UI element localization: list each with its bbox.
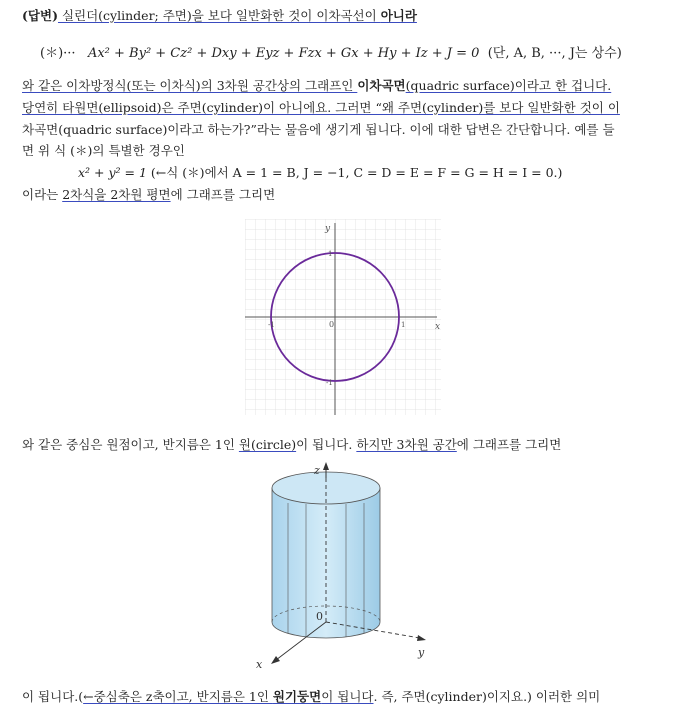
para2-text-a: 이라는 (22, 187, 63, 202)
z-arrow (323, 462, 329, 470)
heading-line (22, 7, 677, 25)
para2-text-c: 에 그래프를 그리면 (170, 187, 276, 202)
y-tick-neg1: -1 (326, 379, 333, 387)
z-label: z (314, 464, 320, 477)
para1-text-c: (quadric surface)이라고 한 겁니다. (405, 78, 612, 93)
y-label-3d: y (418, 646, 425, 659)
para1-text-l4: 면 위 식 (＊)의 특별한 경우인 (22, 143, 185, 158)
formula-label: (＊)··· (40, 46, 76, 61)
para4-bold: 원기둥면 (272, 689, 322, 704)
general-quadric-formula (40, 42, 622, 61)
x-tick-neg1: -1 (268, 321, 275, 329)
para1-bold: 이차곡면 (357, 78, 406, 93)
x-axis-label: x (435, 322, 441, 332)
para3-circle: 원(circle) (238, 437, 297, 452)
y-arrow (417, 635, 426, 641)
para4-text-a: 이 됩니다.( (22, 689, 84, 704)
formula-condition: (단, A, B, ···, J는 상수) (487, 46, 622, 61)
x-arrow (271, 656, 280, 664)
y-tick-1: 1 (328, 250, 333, 258)
para3-text-c: 이 됩니다. (296, 437, 357, 452)
para4-underlined: ←중심축은 z축이고, 반지름은 1인 (83, 689, 273, 704)
para3-underlined: 하지만 3차원 공간 (356, 437, 457, 452)
special-case-line (78, 164, 677, 182)
para1-text-l3: 차곡면(quadric surface)이라고 하는가?”라는 물음에 생기게 됩니다. 이에 대한 답변은 간단합니다. 예를 들 (22, 122, 615, 137)
cylinder-graph-3d (250, 460, 450, 670)
answer-label: (답변) (22, 8, 58, 23)
para4-text-e: . 즉, 주면(cylinder)이지요.) 이러한 의미 (373, 689, 601, 704)
para2-line (22, 186, 677, 204)
para1-line3 (22, 121, 677, 139)
para3-text-a: 와 같은 중심은 원점이고, 반지름은 1인 (22, 437, 239, 452)
heading-bold: 아니라 (380, 8, 417, 23)
heading-text: 실린더(cylinder; 주면)을 보다 일반화한 것이 이차곡선이 (57, 8, 381, 23)
para4-text-d: 이 됩니다 (321, 689, 374, 704)
para1-text-l2: 당연히 타원면(ellipsoid)은 주면(cylinder)이 아니에요. 그러면 “왜 주면(cylinder)를 보다 일반화한 것이 이 (22, 100, 620, 115)
para1-line4 (22, 142, 677, 160)
x-tick-1: 1 (401, 321, 406, 329)
para4-line (22, 688, 677, 706)
x-label-3d: x (256, 658, 263, 670)
para1-line1 (22, 77, 677, 95)
origin-label: 0 (329, 320, 335, 329)
origin-3d: 0 (316, 610, 323, 623)
circle-graph-2d (245, 219, 441, 415)
para1-line2 (22, 99, 677, 117)
special-case-note: (←식 (＊)에서 A = 1 = B, J = −1, C = D = E = F = G = H = I = 0.) (146, 165, 563, 180)
y-axis-label: y (325, 224, 331, 234)
para3-text-e: 에 그래프를 그리면 (456, 437, 562, 452)
para3-line (22, 436, 677, 454)
para1-text-a: 와 같은 이차방정식(또는 이차식)의 3차원 공간상의 그래프인 (22, 78, 358, 93)
para2-underlined: 2차식을 2차원 평면 (62, 187, 171, 202)
special-case-equation: x² + y² = 1 (78, 165, 147, 180)
formula-equation: Ax² + By² + Cz² + Dxy + Eyz + Fzx + Gx + Hy + Iz + J = 0 (87, 46, 480, 61)
